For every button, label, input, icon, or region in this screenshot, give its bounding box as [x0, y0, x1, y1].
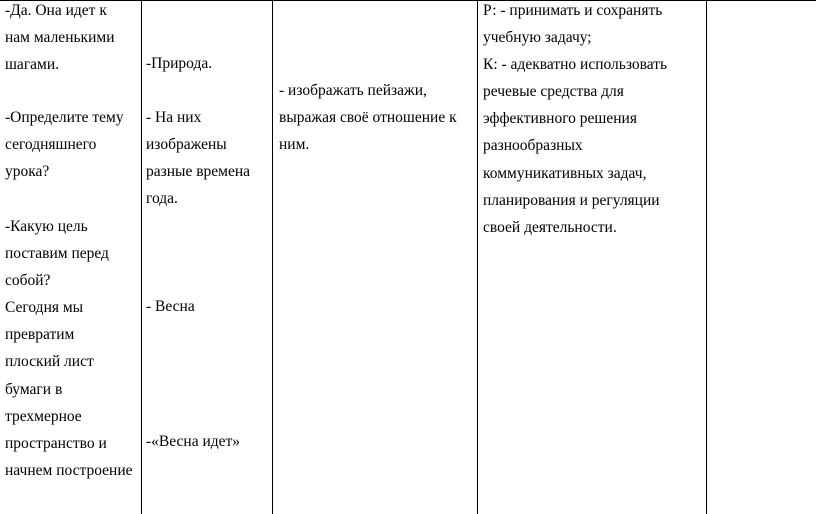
- col2-block-spring: [146, 293, 195, 320]
- text-line: шагами.: [5, 56, 60, 74]
- text-line: сегодняшнего: [5, 136, 97, 154]
- col2-block-nature: [146, 50, 212, 77]
- text-line: плоский лист: [5, 353, 94, 371]
- column-divider-2: [272, 0, 273, 514]
- text-line: планирования и регуляции: [483, 191, 660, 209]
- text-line: -Определите тему: [5, 109, 124, 126]
- text-line: - изображать пейзажи,: [279, 82, 427, 99]
- text-line: пространство и: [5, 434, 107, 452]
- text-line: своей деятельности.: [483, 218, 617, 236]
- text-line: -«Весна идет»: [146, 433, 241, 450]
- col4-block-competencies: [483, 0, 667, 241]
- text-line: Р: - принимать и сохранять: [483, 2, 663, 19]
- text-line: речевые средства для: [483, 83, 624, 101]
- table-top-border: [0, 0, 816, 1]
- text-line: разные времена: [146, 163, 251, 181]
- text-line: -Да. Она идет к: [5, 2, 107, 19]
- text-line: бумаги в: [5, 380, 63, 398]
- text-line: нам маленькими: [5, 29, 115, 47]
- col1-block-answer: [5, 0, 114, 78]
- text-line: К: - адекватно использовать: [483, 56, 668, 74]
- col1-block-topic-question: [5, 104, 124, 185]
- column-divider-1: [141, 0, 142, 514]
- col2-block-spring-is-coming: [146, 428, 240, 455]
- col3-block-goal: [279, 77, 457, 158]
- text-line: - Весна: [146, 298, 195, 315]
- text-line: поставим перед: [5, 245, 109, 263]
- text-line: -Природа.: [146, 55, 213, 72]
- text-line: изображены: [146, 136, 227, 154]
- text-line: урока?: [5, 163, 50, 181]
- text-line: года.: [146, 190, 178, 208]
- text-line: превратим: [5, 326, 75, 344]
- text-line: ним.: [279, 136, 310, 154]
- text-line: разнообразных: [483, 137, 583, 155]
- col1-block-goal-question: [5, 213, 133, 484]
- text-line: Сегодня мы: [5, 299, 84, 317]
- text-line: начнем построение: [5, 461, 133, 479]
- text-line: коммуникативных задач,: [483, 164, 647, 182]
- text-line: учебную задачу;: [483, 29, 592, 47]
- column-divider-4: [706, 0, 707, 514]
- text-line: -Какую цель: [5, 218, 88, 235]
- col2-block-seasons: [146, 104, 250, 212]
- text-line: эффективного решения: [483, 110, 637, 128]
- text-line: выражая своё отношение к: [279, 109, 457, 127]
- text-line: собой?: [5, 272, 51, 290]
- text-line: трехмерное: [5, 407, 82, 425]
- column-divider-3: [477, 0, 478, 514]
- text-line: - На них: [146, 109, 202, 126]
